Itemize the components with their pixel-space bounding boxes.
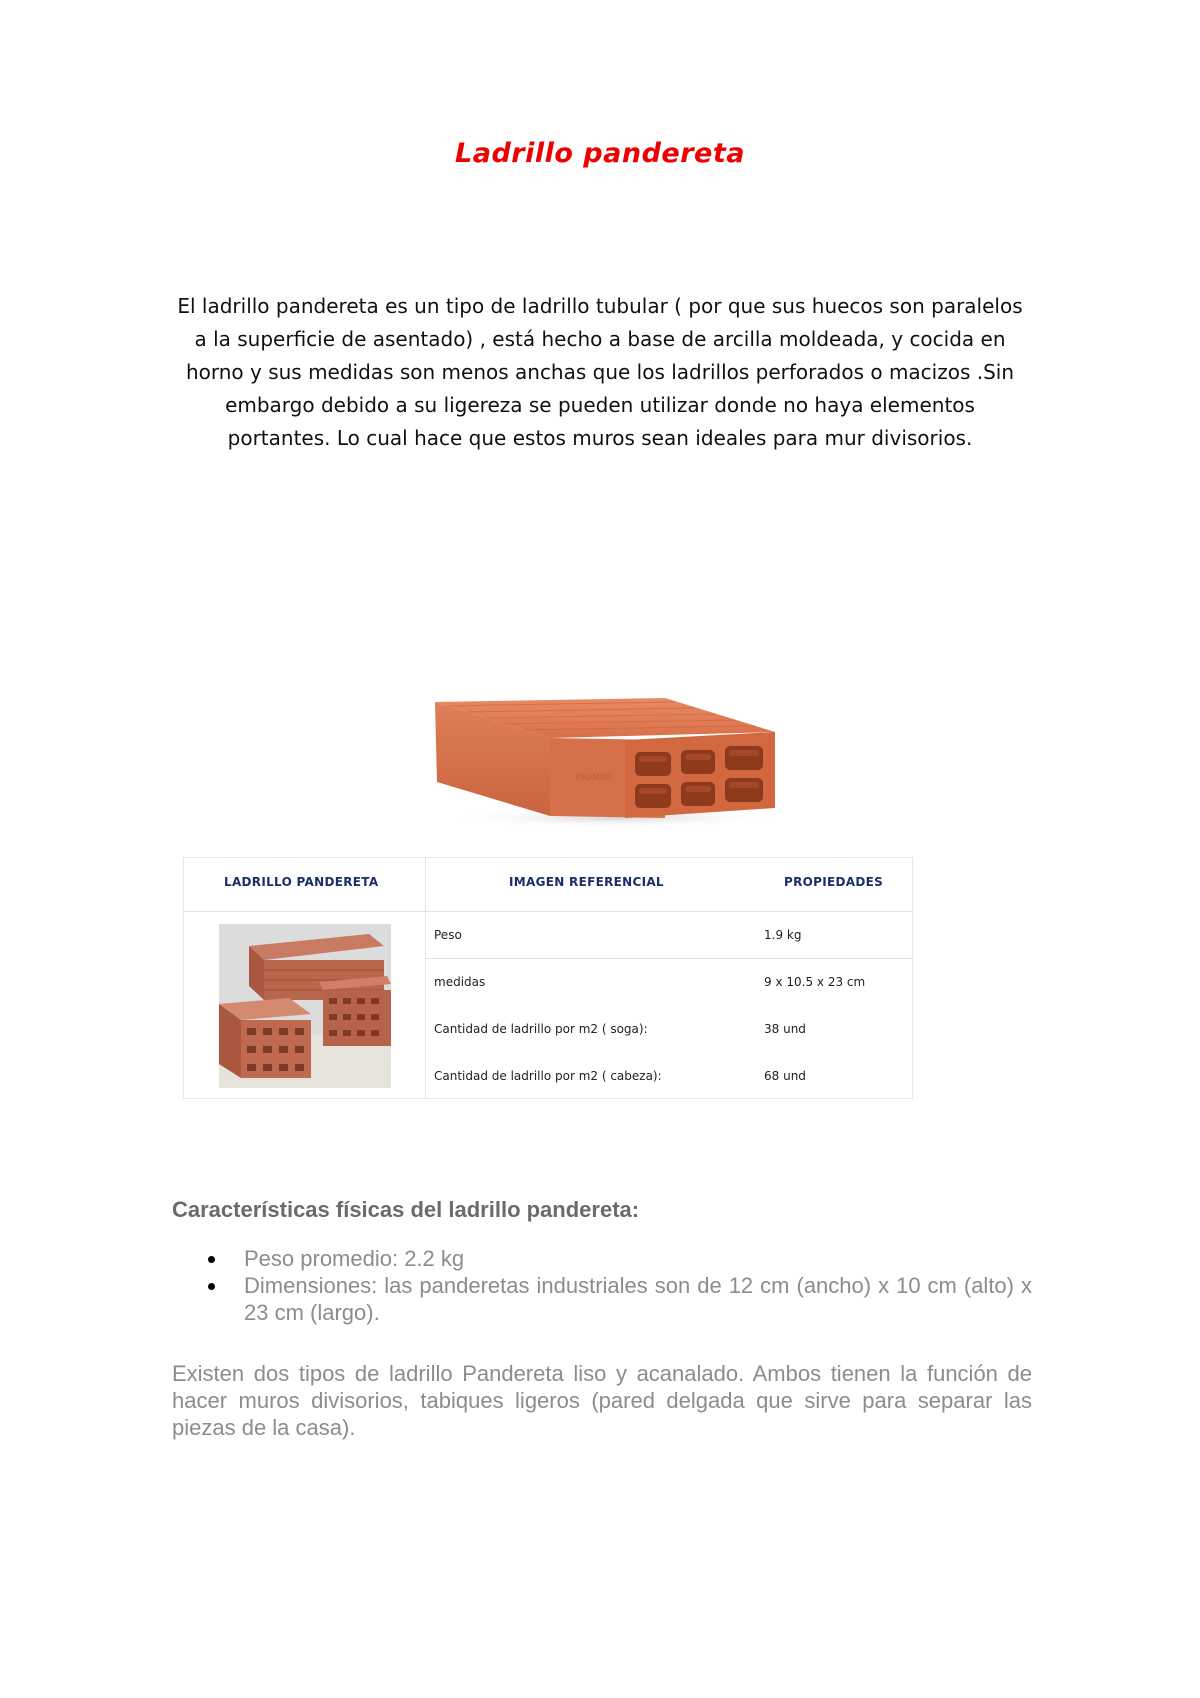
list-item-text: Peso promedio: 2.2 kg (244, 1246, 465, 1271)
section-heading: Características físicas del ladrillo pandereta: (172, 1197, 640, 1222)
table-header-brick: LADRILLO PANDERETA (224, 875, 379, 889)
document-title: Ladrillo pandereta (455, 138, 745, 169)
table-divider (184, 911, 912, 912)
intro-paragraph: El ladrillo pandereta es un tipo de ladrillo tubular ( por que sus huecos son paralelos a la superficie de asentado) , está hecho a base de arcilla moldeada, y cocida en horno y sus medidas son menos anchas que los ladrillos perforados o macizos .Sin embargo debido a su ligereza se pueden utilizar donde no haya elementos portantes. Lo cual hace que estos muros sean ideales para mur divisorios. (177, 294, 1023, 450)
list-item-text: Dimensiones: las panderetas industriales son de 12 cm (ancho) x 10 cm (alto) x 23 cm (largo). (244, 1273, 1032, 1325)
table-row-value: 38 und (764, 1022, 806, 1036)
table-row-label: medidas (434, 975, 486, 989)
table-row-value: 1.9 kg (764, 928, 802, 942)
closing-paragraph: Existen dos tipos de ladrillo Pandereta liso y acanalado. Ambos tienen la función de hacer muros divisorios, tabiques ligeros (pared delgada que sirve para separar las piezas de la casa). (172, 1361, 1032, 1440)
bullet-icon (208, 1256, 215, 1263)
table-divider (425, 858, 426, 1098)
table-row-label: Cantidad de ladrillo por m2 ( cabeza): (434, 1069, 662, 1083)
brick-logo-text: PIRAMIDE (575, 773, 614, 782)
table-header-image: IMAGEN REFERENCIAL (509, 875, 664, 889)
brick-illustration (425, 690, 785, 830)
list-item (172, 1245, 1032, 1272)
table-row-value: 9 x 10.5 x 23 cm (764, 975, 866, 989)
table-divider (425, 958, 912, 959)
characteristics-list (172, 1245, 1032, 1326)
table-row-label: Peso (434, 928, 462, 942)
list-item (172, 1272, 1032, 1326)
table-row-value: 68 und (764, 1069, 806, 1083)
stacked-bricks-photo (219, 924, 391, 1088)
table-header-properties: PROPIEDADES (784, 875, 884, 889)
table-row-label: Cantidad de ladrillo por m2 ( soga): (434, 1022, 648, 1036)
bullet-icon (208, 1283, 215, 1290)
